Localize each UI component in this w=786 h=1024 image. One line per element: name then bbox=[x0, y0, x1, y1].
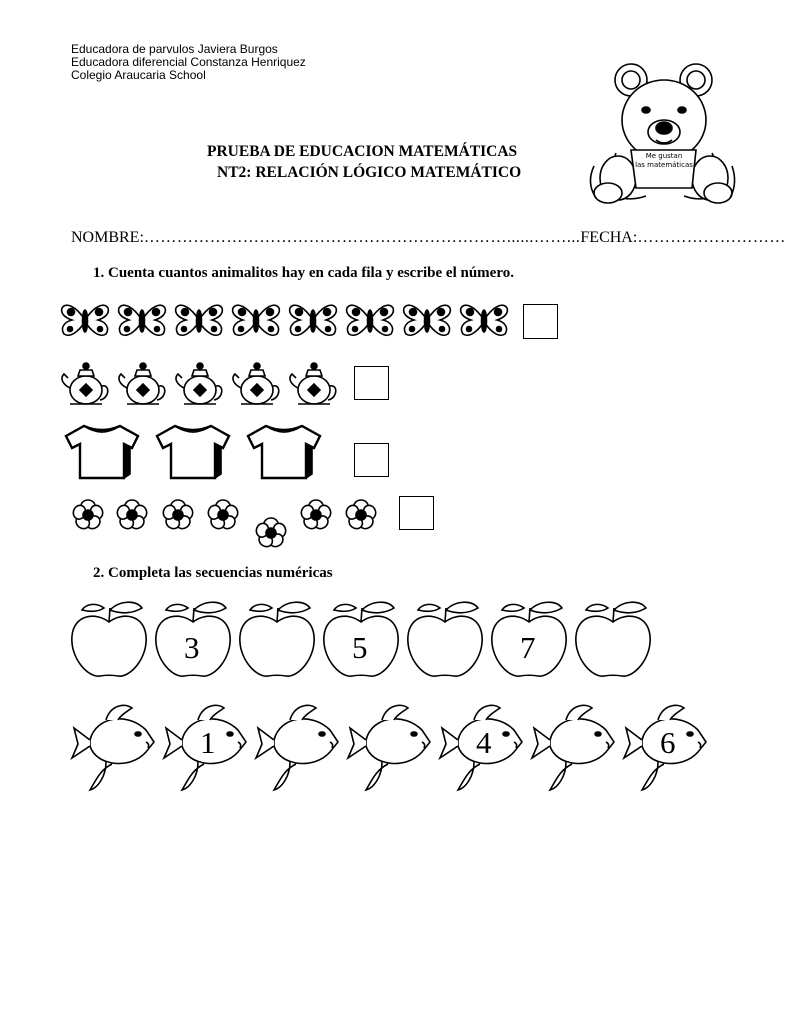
answer-box-flowers[interactable] bbox=[399, 496, 434, 530]
fish-number: 4 bbox=[476, 725, 492, 760]
butterfly-icon bbox=[229, 300, 283, 340]
fish-number: 6 bbox=[660, 725, 676, 760]
fish-sequence bbox=[66, 694, 726, 794]
flower-icon bbox=[343, 497, 379, 533]
apple-number: 7 bbox=[520, 630, 536, 665]
name-date-line bbox=[71, 229, 786, 247]
fish-icon[interactable] bbox=[66, 694, 162, 794]
name-label: NOMBRE: bbox=[71, 229, 144, 246]
header-line-3: Colegio Araucaria School bbox=[71, 68, 206, 82]
butterfly-icon bbox=[343, 300, 397, 340]
bear-shirt-line-1: Me gustan bbox=[645, 152, 683, 160]
header-line-2: Educadora diferencial Constanza Henriquez bbox=[71, 55, 306, 69]
answer-box-butterflies[interactable] bbox=[523, 304, 558, 339]
apple-number: 3 bbox=[184, 630, 200, 665]
question-1-text: 1. Cuenta cuantos animalitos hay en cada fila y escribe el número. bbox=[93, 265, 514, 281]
tshirt-row bbox=[62, 422, 332, 484]
answer-box-teapots[interactable] bbox=[354, 366, 389, 400]
teapot-icon bbox=[227, 356, 283, 412]
apple-sequence bbox=[66, 598, 666, 682]
title-line-2: NT2: RELACIÓN LÓGICO MATEMÁTICO bbox=[217, 164, 522, 181]
butterfly-row bbox=[58, 300, 518, 342]
question-2-text: 2. Completa las secuencias numéricas bbox=[93, 565, 333, 581]
teapot-icon bbox=[170, 356, 226, 412]
teapot-icon bbox=[113, 356, 169, 412]
date-label: FECHA: bbox=[580, 229, 638, 246]
apple-icon[interactable] bbox=[402, 598, 488, 682]
tshirt-icon bbox=[62, 422, 142, 482]
flower-icon bbox=[160, 497, 196, 533]
apple-number: 5 bbox=[352, 630, 368, 665]
bear-shirt-line-2: las matemáticas bbox=[635, 161, 693, 169]
flower-icon bbox=[70, 497, 106, 533]
apple-icon[interactable] bbox=[66, 598, 152, 682]
bear-illustration bbox=[586, 58, 736, 208]
butterfly-icon bbox=[58, 300, 112, 340]
tshirt-icon bbox=[244, 422, 324, 482]
fish-icon[interactable] bbox=[250, 694, 346, 794]
flower-icon bbox=[114, 497, 150, 533]
apple-icon[interactable] bbox=[570, 598, 656, 682]
flower-icon bbox=[205, 497, 241, 533]
answer-box-tshirts[interactable] bbox=[354, 443, 389, 477]
flower-icon bbox=[298, 497, 334, 533]
fish-icon[interactable] bbox=[526, 694, 622, 794]
butterfly-icon bbox=[115, 300, 169, 340]
flower-icon bbox=[253, 515, 289, 551]
butterfly-icon bbox=[286, 300, 340, 340]
date-field[interactable]: ……………………… bbox=[637, 229, 786, 246]
title-line-1: PRUEBA DE EDUCACION MATEMÁTICAS bbox=[207, 143, 518, 160]
flower-row bbox=[70, 495, 390, 551]
tshirt-icon bbox=[153, 422, 233, 482]
teapot-icon bbox=[56, 356, 112, 412]
apple-icon[interactable] bbox=[234, 598, 320, 682]
butterfly-icon bbox=[172, 300, 226, 340]
fish-number: 1 bbox=[200, 725, 216, 760]
name-field[interactable]: …………………………………………………………......……... bbox=[143, 229, 581, 246]
fish-icon[interactable] bbox=[342, 694, 438, 794]
teapot-row bbox=[56, 356, 348, 412]
header-line-1: Educadora de parvulos Javiera Burgos bbox=[71, 42, 278, 56]
teapot-icon bbox=[284, 356, 340, 412]
butterfly-icon bbox=[400, 300, 454, 340]
butterfly-icon bbox=[457, 300, 511, 340]
